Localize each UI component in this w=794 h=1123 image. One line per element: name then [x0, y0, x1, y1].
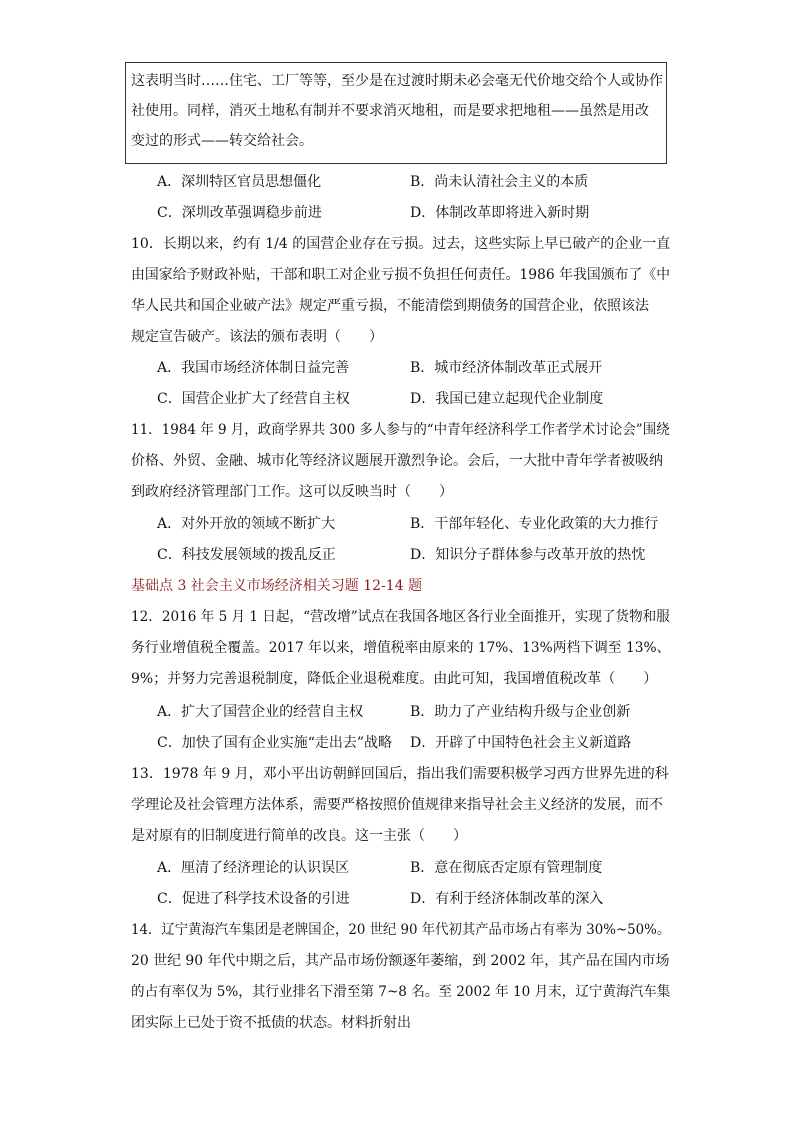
- q11-stem-line: 到政府经济管理部门工作。这可以反映当时（ ）: [131, 484, 453, 500]
- q12-stem-line: 12．2016 年 5 月 1 日起，“营改增”试点在我国各地区各行业全面推开，实现了货物和服: [131, 609, 670, 625]
- q11-option-a: A．对外开放的领域不断扩大: [157, 516, 336, 532]
- q9-option-a: A．深圳特区官员思想僵化: [157, 174, 322, 190]
- q12-stem-line: 务行业增值税全覆盖。2017 年以来，增值税率由原来的 17%、13%两档下调至 13%、: [131, 640, 671, 656]
- q12-option-c: C．加快了国有企业实施“走出去”战略: [157, 735, 393, 751]
- q14-stem-line: 14．辽宁黄海汽车集团是老牌国企，20 世纪 90 年代初其产品市场占有率为 30%~50%。: [131, 922, 671, 938]
- q14-stem-line: 的占有率仅为 5%，其行业排名下滑至第 7~8 名。至 2002 年 10 月末，辽宁黄海汽车集: [131, 984, 671, 1000]
- q9-option-d: D．体制改革即将进入新时期: [410, 205, 590, 221]
- q11-stem-line: 价格、外贸、金融、城市化等经济议题展开激烈争论。会后，一大批中青年学者被吸纳: [131, 453, 663, 469]
- q10-option-a: A．我国市场经济体制日益完善: [157, 360, 350, 376]
- q12-option-a: A．扩大了国营企业的经营自主权: [157, 704, 364, 720]
- q13-option-b: B．意在彻底否定原有管理制度: [410, 860, 603, 876]
- q13-option-a: A．厘清了经济理论的认识误区: [157, 860, 350, 876]
- q10-stem-line: 华人民共和国企业破产法》规定严重亏损，不能清偿到期债务的国营企业，依照该法: [131, 298, 649, 314]
- quote-line: 变过的形式——转交给社会。: [131, 133, 313, 149]
- q13-option-c: C．促进了科学技术设备的引进: [157, 891, 350, 907]
- q11-option-d: D．知识分子群体参与改革开放的热忱: [410, 547, 646, 563]
- q9-option-b: B．尚未认清社会主义的本质: [410, 174, 589, 190]
- q11-option-c: C．科技发展领域的拨乱反正: [157, 547, 336, 563]
- q13-stem-line: 13．1978 年 9 月，邓小平出访朝鲜回国后，指出我们需要积极学习西方世界先进的科: [131, 766, 669, 782]
- q10-stem-line: 由国家给予财政补贴，干部和职工对企业亏损不负担任何责任。1986 年我国颁布了《中: [131, 267, 671, 283]
- q11-stem-line: 11．1984 年 9 月，政商学界共 300 多人参与的“中青年经济科学工作者学术讨论会”围绕: [131, 422, 670, 438]
- q13-stem-line: 学理论及社会管理方法体系，需要严格按照价值规律来指导社会主义经济的发展，而不: [131, 797, 663, 813]
- quote-line: 社使用。同样，消灭土地私有制并不要求消灭地租，而是要求把地租——虽然是用改: [131, 103, 649, 119]
- quote-line: 这表明当时……住宅、工厂等等，至少是在过渡时期未必会毫无代价地交给个人或协作: [131, 73, 663, 89]
- q10-stem-line: 规定宣告破产。该法的颁布表明（ ）: [131, 329, 383, 345]
- q10-option-b: B．城市经济体制改革正式展开: [410, 360, 603, 376]
- q9-option-c: C．深圳改革强调稳步前进: [157, 205, 322, 221]
- q10-option-c: C．国营企业扩大了经营自主权: [157, 391, 350, 407]
- q14-stem-line: 20 世纪 90 年代中期之后，其产品市场份额逐年萎缩，到 2002 年，其产品在国内市场: [131, 953, 670, 969]
- q13-option-d: D．有利于经济体制改革的深入: [410, 891, 604, 907]
- q12-option-d: D．开辟了中国特色社会主义新道路: [410, 735, 632, 751]
- q10-stem-line: 10．长期以来，约有 1/4 的国营企业存在亏损。过去，这些实际上早已破产的企业一直: [131, 236, 671, 252]
- section-heading: 基础点 3 社会主义市场经济相关习题 12-14 题: [131, 578, 423, 594]
- q13-stem-line: 是对原有的旧制度进行简单的改良。这一主张（ ）: [131, 828, 467, 844]
- q14-stem-line: 团实际上已处于资不抵债的状态。材料折射出: [131, 1015, 411, 1031]
- q12-stem-line: 9%；并努力完善退税制度，降低企业退税难度。由此可知，我国增值税改革（ ）: [131, 671, 658, 687]
- q10-option-d: D．我国已建立起现代企业制度: [410, 391, 604, 407]
- q12-option-b: B．助力了产业结构升级与企业创新: [410, 704, 631, 720]
- q11-option-b: B．干部年轻化、专业化政策的大力推行: [410, 516, 659, 532]
